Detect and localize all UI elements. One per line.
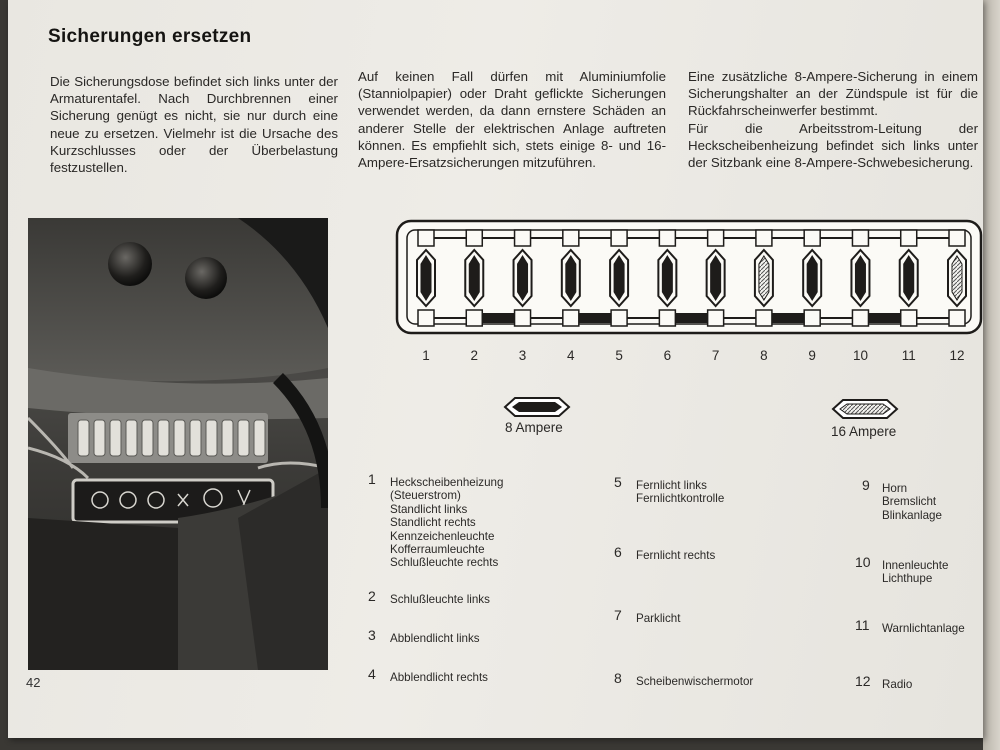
fuse-number: 1 [368,471,376,487]
fuse-function: Parklicht [636,612,681,625]
fuse-function: Standlicht rechts [390,516,476,530]
fuse-terminal-top [708,230,724,246]
fuse-number: 2 [368,588,376,604]
text-column-1 [50,73,338,176]
page-number: 42 [26,675,41,690]
fuse-number: 6 [614,544,622,560]
fuse-number: 7 [614,607,622,623]
fuse-function: Fernlicht links [636,479,707,492]
paragraph-floating-fuse: Für die Arbeitsstrom-Leitung der Heckscheibenheizung befindet sich links unter der Sitzbank eine 8-Ampere-Schwebesicherung. [688,120,978,171]
fuse-function: Schlußleuchte links [390,593,490,606]
fuse-terminal-bottom [418,310,434,326]
fuse-function: Radio [882,678,913,691]
paragraph-location: Die Sicherungsdose befindet sich links unter der Armaturentafel. Nach Durchbrennen einer Sicherung genügt es nicht, sie nur durch eine neue zu ersetzen. Vielmehr ist die Ursache des Kurzschlusses oder der Überbelastung festzustellen. [50,74,338,176]
fuse-function: Fernlichtkontrolle [636,492,725,506]
text-column-3 [688,68,978,171]
page-title: Sicherungen ersetzen [48,26,252,47]
fuse-core-8a [469,256,479,300]
fuse-number-label: 4 [567,348,575,363]
fuse-terminal-bottom [708,310,724,326]
fuse-number: 5 [614,474,622,490]
fuse-function: Innenleuchte [882,559,949,572]
fuse-function: Blinkanlage [882,508,942,522]
fuse-terminal-bottom [611,310,627,326]
fuse-function: Warnlichtanlage [882,622,965,635]
fuse-box-diagram [393,218,985,368]
fuse-core-8a [662,256,672,300]
fuse-number-label: 12 [949,348,965,363]
fuse-number-label: 5 [615,348,623,363]
fuse-function: Kennzeichenleuchte [390,529,495,543]
fuse-number-label: 6 [663,348,672,363]
fuse-function: Bremslicht [882,495,937,509]
fuse-number-label: 11 [901,348,916,363]
fuse-4 [562,230,580,326]
fuse-terminal-bottom [515,310,531,326]
fuse-terminal-top [852,230,868,246]
fuse-core-8a [711,256,721,300]
fuse-terminal-top [804,230,820,246]
fuse-core-8a [518,256,528,300]
bus-bridge [868,313,900,323]
fuse-terminal-top [515,230,531,246]
paragraph-extra-fuse: Eine zusätzliche 8-Ampere-Sicherung in einem Sicherungshalter an der Zündspule ist für die Rückfahrscheinwerfer bestimmt. [688,69,978,119]
bus-bridge [482,313,514,323]
fuse-number-label: 10 [852,348,868,363]
fuse-number: 9 [862,477,870,493]
fuse-terminal-bottom [852,310,868,326]
fuse-core-16a [759,256,769,300]
fuse-core-8a [614,256,624,300]
fuse-12 [948,230,966,326]
fuse-core-8a [855,256,865,300]
fuse-function: (Steuerstrom) [390,489,461,503]
fuse-core-8a [566,256,576,300]
fuse-function: Schlußleuchte rechts [390,556,499,570]
fuse-terminal-top [466,230,482,246]
page-edge [983,0,1000,750]
fuse-terminal-top [901,230,917,246]
fuse-number-label: 8 [760,348,768,363]
fuse-terminal-bottom [659,310,675,326]
fuse-terminal-top [659,230,675,246]
fuse-number: 8 [614,670,622,686]
fuse-number-label: 3 [518,348,527,363]
fuse-10 [851,230,869,326]
fuse-function: Fernlicht rechts [636,549,716,562]
fuse-7 [707,230,725,326]
fuse-function: Horn [882,482,908,495]
fuse-function: Heckscheibenheizung [390,476,504,489]
fuse-core-8a [421,256,431,300]
fuse-terminal-bottom [804,310,820,326]
fuse-number-label: 2 [470,348,479,363]
bus-bridge [772,313,804,323]
manual-page [8,0,983,738]
fuse-number: 3 [368,627,376,643]
fuse-3 [514,230,532,326]
fuse-number-label: 7 [711,348,720,363]
fuse-8 [755,230,773,326]
bus-bridge [579,313,611,323]
fuse-1 [417,230,435,326]
fuse-number: 10 [855,554,871,570]
legend-16a-label: 16 Ampere [831,424,897,439]
fuse-11 [900,230,918,326]
fuse-number: 11 [855,617,870,633]
fuse-terminal-top [949,230,965,246]
fuse-box-photo [28,218,328,670]
fuse-core-16a [952,256,962,300]
fuse-function: Standlicht links [390,502,468,516]
fuse-9 [803,230,821,326]
fuse-5 [610,230,628,326]
text-column-2 [358,68,666,171]
fuse-terminal-bottom [949,310,965,326]
fuse-number: 12 [855,673,871,689]
fuse-function: Kofferraumleuchte [390,543,485,557]
fuse-core-8a [904,256,914,300]
fuse-function: Abblendlicht links [390,632,480,645]
fuse-terminal-top [611,230,627,246]
fuse-number-label: 1 [422,348,430,363]
fuse-number-label: 9 [808,348,816,363]
fuse-terminal-top [563,230,579,246]
fuse-terminal-top [418,230,434,246]
fuse-number: 4 [368,666,376,682]
legend-16a-fuse-icon [831,398,899,420]
fuse-function: Lichthupe [882,572,933,586]
fuse-terminal-top [756,230,772,246]
fuse-6 [658,230,676,326]
legend-8a-label: 8 Ampere [505,420,563,435]
bus-bridge [675,313,707,323]
legend-8a-fuse-icon [503,396,571,418]
fuse-function: Abblendlicht rechts [390,671,488,684]
fuse-terminal-bottom [901,310,917,326]
fuse-terminal-bottom [756,310,772,326]
fuse-terminal-bottom [563,310,579,326]
fuse-core-8a [807,256,817,300]
fuse-2 [465,230,483,326]
fuse-terminal-bottom [466,310,482,326]
paragraph-warning: Auf keinen Fall dürfen mit Aluminiumfolie (Stanniolpapier) oder Draht geflickte Sicherungen verwendet werden, da dann ernstere Schäden an anderer Stelle der elektrischen Anlage auftreten können. Es empfiehlt sich, stets einige 8- und 16-Ampere-Ersatzsicherungen mitzuführen. [358,69,666,171]
fuse-function: Scheibenwischermotor [636,675,754,688]
